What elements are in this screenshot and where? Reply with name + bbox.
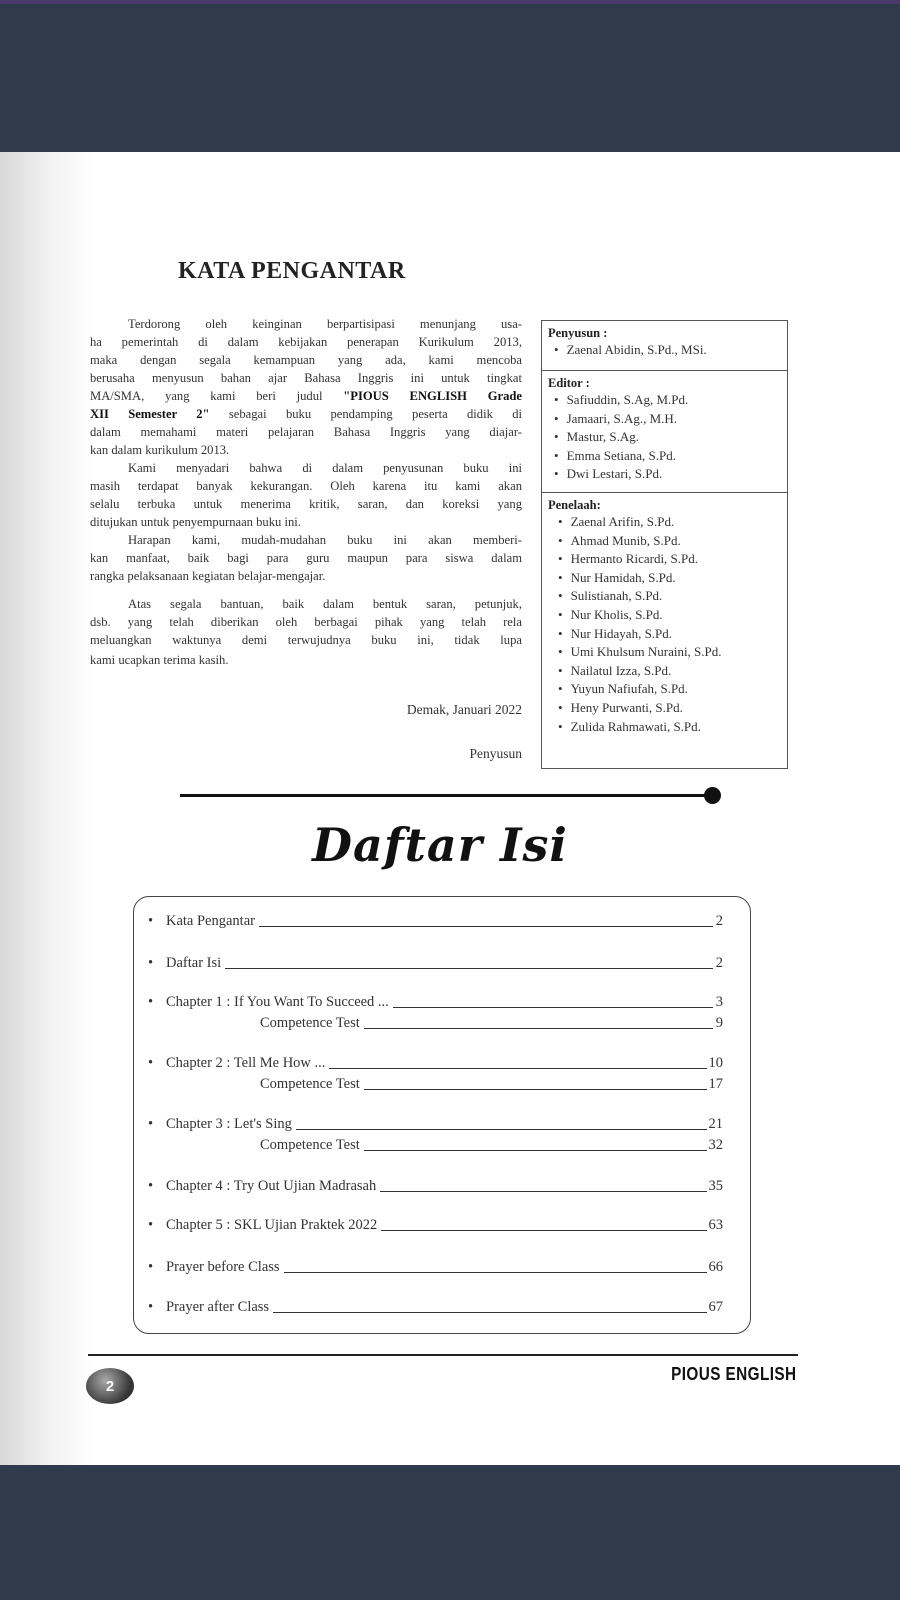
toc-entry[interactable] xyxy=(148,1052,723,1072)
toc-page: 63 xyxy=(708,1217,723,1233)
bullet: • xyxy=(148,994,154,1010)
toc-page: 2 xyxy=(715,913,723,929)
footer-brand: PIOUS ENGLISH xyxy=(671,1364,797,1384)
toc-label: Competence Test xyxy=(260,1137,360,1153)
credit-name: • Sulistianah, S.Pd. xyxy=(552,587,781,606)
paragraph-line: Harapan kami, mudah-mudahan buku ini akan memberi- xyxy=(128,533,522,547)
toc-entry[interactable] xyxy=(148,1256,723,1276)
toc-label: Chapter 5 : SKL Ujian Praktek 2022 xyxy=(166,1217,378,1233)
book-title-bold: XII Semester 2" xyxy=(90,407,210,421)
toc-subentry[interactable] xyxy=(260,1012,723,1032)
toc-entry[interactable] xyxy=(148,1175,723,1195)
bullet: • xyxy=(148,1178,154,1194)
bullet: • xyxy=(148,1055,154,1071)
toc-page: 21 xyxy=(708,1116,723,1132)
book-title-bold: "PIOUS ENGLISH Grade xyxy=(343,389,522,403)
credit-name: • Nur Hidayah, S.Pd. xyxy=(552,625,781,644)
penelaah-label: Penelaah: xyxy=(548,498,601,512)
credit-name: • Jamaari, S.Ag., M.H. xyxy=(548,410,781,429)
credit-name: • Heny Purwanti, S.Pd. xyxy=(552,699,781,718)
toc-page: 67 xyxy=(708,1299,723,1315)
paragraph-line: kan manfaat, baik bagi para guru maupun para siswa dalam xyxy=(90,551,522,565)
editor-label: Editor : xyxy=(548,376,590,390)
footer-line xyxy=(88,1354,798,1356)
leader-line xyxy=(364,1150,707,1151)
bullet: • xyxy=(148,1116,154,1132)
leader-line xyxy=(284,1272,707,1273)
credit-name: • Safiuddin, S.Ag, M.Pd. xyxy=(548,391,781,410)
credit-name: • Zulida Rahmawati, S.Pd. xyxy=(552,718,781,737)
leader-line xyxy=(381,1230,706,1231)
toc-page: 9 xyxy=(715,1015,723,1031)
place-date: Demak, Januari 2022 xyxy=(406,702,522,717)
leader-line xyxy=(329,1068,706,1069)
credit-name: • Yuyun Nafiufah, S.Pd. xyxy=(552,680,781,699)
leader-line xyxy=(273,1312,706,1313)
toc-label: Kata Pengantar xyxy=(166,913,255,929)
paragraph-line: masih terdapat banyak kekurangan. Oleh karena itu kami akan xyxy=(90,479,522,493)
paragraph-line: Kami menyadari bahwa di dalam penyusunan buku ini xyxy=(128,461,522,475)
paragraph-line: Terdorong oleh keinginan berpartisipasi menunjang usa- xyxy=(128,317,522,331)
leader-line xyxy=(380,1191,706,1192)
toc-entry[interactable] xyxy=(148,991,723,1011)
paragraph-line xyxy=(90,406,522,422)
leader-line xyxy=(259,926,713,927)
toc-page: 32 xyxy=(708,1137,723,1153)
page-number-badge: 2 xyxy=(86,1368,134,1404)
credit-name: • Nur Kholis, S.Pd. xyxy=(552,606,781,625)
text: MA/SMA, yang kami beri judul xyxy=(90,389,323,403)
paragraph-line: maka dengan segala kemampuan yang ada, kami mencoba xyxy=(90,353,522,367)
leader-line xyxy=(393,1007,713,1008)
penelaah-section xyxy=(542,493,787,739)
toc-subentry[interactable] xyxy=(260,1134,723,1154)
toc-label: Chapter 1 : If You Want To Succeed ... xyxy=(166,994,389,1010)
credit-name: • Nur Hamidah, S.Pd. xyxy=(552,569,781,588)
leader-line xyxy=(225,968,713,969)
paragraph-line: ha pemerintah di dalam kebijakan penerapan Kurikulum 2013, xyxy=(90,335,522,349)
penyusun-section xyxy=(542,321,787,371)
leader-line xyxy=(364,1028,713,1029)
toc-label: Chapter 3 : Let's Sing xyxy=(166,1116,292,1132)
toc-label: Chapter 4 : Try Out Ujian Madrasah xyxy=(166,1178,377,1194)
toc-page: 2 xyxy=(715,955,723,971)
toc-label: Competence Test xyxy=(260,1076,360,1092)
credit-name: • Umi Khulsum Nuraini, S.Pd. xyxy=(552,643,781,662)
paragraph-line: ditujukan untuk penyempurnaan buku ini. xyxy=(90,515,301,529)
top-bar xyxy=(0,0,900,152)
paragraph-line: rangka pelaksanaan kegiatan belajar-mengajar. xyxy=(90,569,326,583)
paragraph-line: dsb. yang telah diberikan oleh berbagai pihak yang telah rela xyxy=(90,615,522,629)
toc-entry[interactable] xyxy=(148,1296,723,1316)
toc-page: 66 xyxy=(708,1259,723,1275)
paragraph-line: kami ucapkan terima kasih. xyxy=(90,653,229,667)
credit-name: • Dwi Lestari, S.Pd. xyxy=(548,465,781,484)
toc-entry[interactable] xyxy=(148,910,723,930)
toc-entry[interactable] xyxy=(148,952,723,972)
toc-subentry[interactable] xyxy=(260,1073,723,1093)
signature: Penyusun xyxy=(469,746,522,761)
paragraph-line: Atas segala bantuan, baik dalam bentuk saran, petunjuk, xyxy=(128,597,522,611)
paragraph-line: dalam memahami materi pelajaran Bahasa Inggris yang diajar- xyxy=(90,425,522,439)
credit-name: • Emma Setiana, S.Pd. xyxy=(548,447,781,466)
toc-label: Prayer before Class xyxy=(166,1259,280,1275)
bullet: • xyxy=(148,1217,154,1233)
paragraph-line: berusaha menyusun bahan ajar Bahasa Inggris ini untuk tingkat xyxy=(90,371,522,385)
text: sebagai buku pendamping peserta didik di xyxy=(228,407,523,421)
toc-label: Competence Test xyxy=(260,1015,360,1031)
credit-name: • Mastur, S.Ag. xyxy=(548,428,781,447)
leader-line xyxy=(364,1089,707,1090)
paragraph-line xyxy=(90,388,522,404)
toc-entry[interactable] xyxy=(148,1113,723,1133)
bullet: • xyxy=(148,1299,154,1315)
credit-name: • Hermanto Ricardi, S.Pd. xyxy=(552,550,781,569)
toc-page: 10 xyxy=(708,1055,723,1071)
credit-name: • Zaenal Arifin, S.Pd. xyxy=(552,513,781,532)
toc-title: Daftar Isi xyxy=(312,818,568,872)
toc-page: 3 xyxy=(715,994,723,1010)
bottom-bar xyxy=(0,1465,900,1600)
credit-name: • Ahmad Munib, S.Pd. xyxy=(552,532,781,551)
toc-page: 35 xyxy=(708,1178,723,1194)
credits-box xyxy=(541,320,788,769)
bullet: • xyxy=(148,1259,154,1275)
credit-name: • Zaenal Abidin, S.Pd., MSi. xyxy=(548,341,781,360)
section-title: KATA PENGANTAR xyxy=(178,258,406,284)
leader-line xyxy=(296,1129,707,1130)
toc-entry[interactable] xyxy=(148,1214,723,1234)
bullet: • xyxy=(148,955,154,971)
divider-dot xyxy=(704,787,721,804)
editor-section xyxy=(542,371,787,493)
toc-label: Prayer after Class xyxy=(166,1299,270,1315)
bullet: • xyxy=(148,913,154,929)
penyusun-label: Penyusun : xyxy=(548,326,608,340)
paragraph-line: kan dalam kurikulum 2013. xyxy=(90,443,230,457)
credit-name: • Nailatul Izza, S.Pd. xyxy=(552,662,781,681)
paragraph-line: meluangkan waktunya demi terwujudnya buku ini, tidak lupa xyxy=(90,633,522,647)
paragraph-line: selalu terbuka untuk menerima kritik, saran, dan koreksi yang xyxy=(90,497,522,511)
toc-page: 17 xyxy=(708,1076,723,1092)
toc-label: Chapter 2 : Tell Me How ... xyxy=(166,1055,326,1071)
divider-line xyxy=(180,794,708,797)
toc-label: Daftar Isi xyxy=(166,955,222,971)
